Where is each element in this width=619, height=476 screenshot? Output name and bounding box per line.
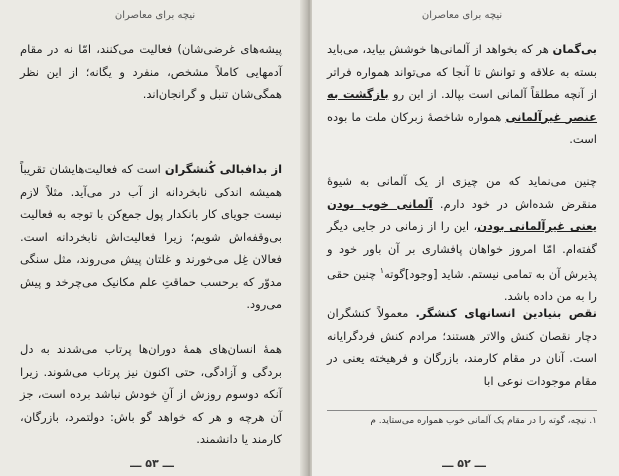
running-header-right: نیچه برای معاصران (421, 10, 503, 21)
running-header-left: نیچه برای معاصران (114, 10, 196, 21)
right-paragraph-1-lead: بی‌گمان (552, 42, 597, 56)
left-paragraph-2-lead: از بدافبالی کُنشگران (164, 162, 283, 176)
right-paragraph-2-b: ، این را از زمانی در جایی دیگر گفته‌ام. امّا امروز خواهان پافشاری بر آن باور خود و پذیرش آن به تمامی نیستم. شاید [وجود]گوته (327, 219, 597, 281)
right-paragraph-2-a: چنین می‌نماید که من چیزی از یک آلمانی به شیوهٔ منقرض شده‌اش در خود دارم. (327, 174, 597, 211)
right-paragraph-2-d: چنین حقی را به من داده باشد. (327, 266, 597, 304)
left-paragraph-2-body: است که فعالیت‌هایشان تقریباً همیشه اندکی نابخردانه از آب در می‌آید. مثلاً لازم نیست جویای کار بانکدار پول جمع‌کن با توجه به فعالیت بی‌وقفه‌اش شویم؛ زیرا فعالیت‌اش نابخردانه است. فعالان غِل می‌خورند و غلتان پیش می‌روند، مثل سنگی مدوّر که برحسب حماقتِ علم مکانیک می‌چرخد و پیش می‌رود. (20, 162, 282, 311)
left-paragraph-3: همهٔ انسان‌های همهٔ دوران‌ها پرتاب می‌شدند به دل بردگی و آزادگی، حتی اکنون نیز پرتاب می‌شوند. زیرا آنکه دوسوم روزش از آنِ خودش نباشد برده است، جز آن هرچه و هر که خواهد گو باش: دولتمرد، بازرگان، کارمند یا دانشمند. (20, 342, 282, 446)
right-paragraph-1-emph: بازگشت به عنصر غیرآلمانی (327, 87, 598, 124)
right-paragraph-2-emph: آلمانی خوب بودن یعنی غیرآلمانی بودن (327, 196, 597, 233)
page-number-left-value: ۵۳ (145, 457, 159, 470)
right-paragraph-1 (327, 38, 597, 151)
right-paragraph-1-a: هر که بخواهد از آلمانی‌ها خوشش بیاید، می‌باید بسته به علاقه و توانش تا آنجا که می‌تواند همواره فراتر از آنچه مطلقاً آلمانی است بپالد. از این رو (327, 42, 597, 101)
right-paragraph-2 (327, 170, 597, 308)
footnote: ۱. نیچه، گوته را در مقام یک آلمانی خوب همواره می‌ستاید. م (327, 410, 597, 428)
left-paragraph-1: پیشه‌های غرضی‌شان) فعالیت می‌کنند، امّا نه در مقام آدمهایی کاملاً مشخص، منفرد و یگانه؛ از این نظر همگی‌شان تنبل و گرانجان‌اند. (20, 42, 282, 101)
right-paragraph-1-b: همواره شاخصهٔ زبرکان ملت ما بوده است. (327, 109, 597, 146)
page-number-left: ـــ ۵۳ ـــ (130, 457, 174, 470)
right-paragraph-3-body: معمولاً کنشگران دچار نقصان کنش والاتر هستند؛ مرادم کنش فردگرایانه است. آنان در مقام کارمند، بازرگان و فرهیخته یعنی در مقام موجودات نوعی ابا (327, 306, 597, 388)
right-paragraph-3-lead: نقص بنیادین انسانهای کنشگر. (415, 306, 597, 320)
right-page (312, 0, 619, 476)
footnote-marker: ۱ (379, 266, 385, 275)
right-paragraph-3 (327, 302, 597, 392)
page-number-right-value: ۵۲ (457, 457, 471, 470)
page-number-right: ـــ ۵۲ ـــ (442, 457, 486, 470)
left-page (0, 0, 306, 476)
left-paragraph-2 (20, 158, 282, 316)
